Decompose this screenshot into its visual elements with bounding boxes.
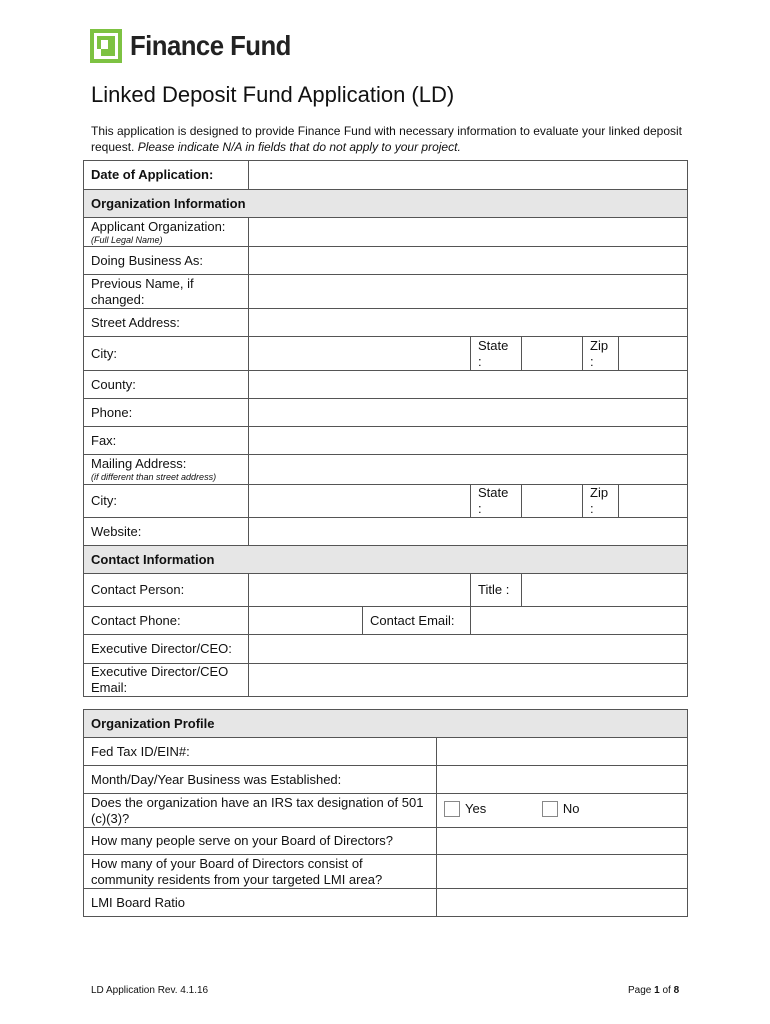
applicant-organization-label-cell bbox=[84, 218, 249, 247]
county-label: County: bbox=[84, 371, 249, 399]
date-of-application-label: Date of Application: bbox=[84, 161, 249, 190]
fax-label: Fax: bbox=[84, 427, 249, 455]
yes-option[interactable] bbox=[444, 801, 486, 817]
mailing-state-label: State : bbox=[471, 485, 522, 518]
board-count-field[interactable] bbox=[437, 828, 688, 855]
fax-field[interactable] bbox=[249, 427, 688, 455]
mailing-address-note: (if different than street address) bbox=[91, 472, 217, 482]
intro-text: This application is designed to provide Finance Fund with necessary information to evaluate your linked deposit request. bbox=[91, 124, 682, 154]
street-address-label: Street Address: bbox=[84, 309, 249, 337]
city-field[interactable] bbox=[249, 337, 471, 371]
zip-label: Zip : bbox=[583, 337, 619, 371]
applicant-organization-field[interactable] bbox=[249, 218, 688, 247]
phone-label: Phone: bbox=[84, 399, 249, 427]
phone-field[interactable] bbox=[249, 399, 688, 427]
contact-person-field[interactable] bbox=[249, 574, 471, 607]
mailing-zip-field[interactable] bbox=[619, 485, 688, 518]
state-label: State : bbox=[471, 337, 522, 371]
state-field[interactable] bbox=[522, 337, 583, 371]
applicant-organization-label: Applicant Organization: bbox=[91, 218, 226, 234]
mailing-address-label-cell bbox=[84, 455, 249, 485]
page-current: 1 bbox=[654, 985, 660, 996]
contact-information-header: Contact Information bbox=[84, 546, 688, 574]
street-address-field[interactable] bbox=[249, 309, 688, 337]
contact-email-field[interactable] bbox=[471, 607, 688, 635]
city-label: City: bbox=[84, 337, 249, 371]
irs-designation-options bbox=[437, 794, 688, 828]
organization-profile-header: Organization Profile bbox=[84, 710, 688, 738]
board-lmi-field[interactable] bbox=[437, 855, 688, 889]
yes-checkbox[interactable] bbox=[444, 801, 460, 817]
executive-director-label: Executive Director/CEO: bbox=[84, 635, 249, 664]
doing-business-as-field[interactable] bbox=[249, 247, 688, 275]
board-count-label: How many people serve on your Board of Directors? bbox=[84, 828, 437, 855]
page-number bbox=[628, 985, 679, 996]
irs-designation-label: Does the organization have an IRS tax designation of 501 (c)(3)? bbox=[84, 794, 437, 828]
contact-phone-label: Contact Phone: bbox=[84, 607, 249, 635]
website-field[interactable] bbox=[249, 518, 688, 546]
mailing-city-label: City: bbox=[84, 485, 249, 518]
board-lmi-label: How many of your Board of Directors consist of community residents from your targeted LMI area? bbox=[84, 855, 437, 889]
page-title: Linked Deposit Fund Application (LD) bbox=[91, 82, 455, 107]
organization-information-header: Organization Information bbox=[84, 190, 688, 218]
no-checkbox[interactable] bbox=[542, 801, 558, 817]
organization-profile-table bbox=[83, 709, 688, 917]
executive-director-email-label: Executive Director/CEO Email: bbox=[84, 664, 249, 697]
mailing-zip-label: Zip : bbox=[583, 485, 619, 518]
applicant-organization-note: (Full Legal Name) bbox=[91, 234, 163, 245]
mailing-city-field[interactable] bbox=[249, 485, 471, 518]
mailing-address-label: Mailing Address: bbox=[91, 456, 187, 471]
footer-revision: LD Application Rev. 4.1.16 bbox=[91, 985, 209, 996]
page-total: 8 bbox=[673, 985, 680, 996]
intro-note: Please indicate N/A in fields that do not apply to your project. bbox=[137, 140, 461, 154]
contact-email-label: Contact Email: bbox=[363, 607, 471, 635]
no-option[interactable] bbox=[542, 801, 580, 817]
mailing-state-field[interactable] bbox=[522, 485, 583, 518]
county-field[interactable] bbox=[249, 371, 688, 399]
title-label: Title : bbox=[471, 574, 522, 607]
contact-person-label: Contact Person: bbox=[84, 574, 249, 607]
intro-paragraph bbox=[91, 123, 691, 155]
executive-director-email-field[interactable] bbox=[249, 664, 688, 697]
date-of-application-field[interactable] bbox=[249, 161, 688, 190]
fed-tax-id-label: Fed Tax ID/EIN#: bbox=[84, 738, 437, 766]
title-field[interactable] bbox=[522, 574, 688, 607]
executive-director-field[interactable] bbox=[249, 635, 688, 664]
business-established-label: Month/Day/Year Business was Established: bbox=[84, 766, 437, 794]
lmi-board-ratio-field[interactable] bbox=[437, 889, 688, 917]
fed-tax-id-field[interactable] bbox=[437, 738, 688, 766]
zip-field[interactable] bbox=[619, 337, 688, 371]
finance-fund-logo bbox=[90, 28, 305, 64]
website-label: Website: bbox=[84, 518, 249, 546]
no-label: No bbox=[562, 800, 580, 816]
finance-fund-logo-icon bbox=[90, 29, 122, 63]
lmi-board-ratio-label: LMI Board Ratio bbox=[84, 889, 437, 917]
contact-phone-field[interactable] bbox=[249, 607, 363, 635]
doing-business-as-label: Doing Business As: bbox=[84, 247, 249, 275]
page-of: of bbox=[662, 985, 671, 996]
yes-label: Yes bbox=[465, 800, 487, 816]
previous-name-field[interactable] bbox=[249, 275, 688, 309]
previous-name-label: Previous Name, if changed: bbox=[84, 275, 249, 309]
mailing-address-field[interactable] bbox=[249, 455, 688, 485]
page-prefix: Page bbox=[628, 985, 652, 996]
business-established-field[interactable] bbox=[437, 766, 688, 794]
organization-info-table bbox=[83, 160, 688, 697]
brand-name: Finance Fund bbox=[130, 30, 291, 61]
